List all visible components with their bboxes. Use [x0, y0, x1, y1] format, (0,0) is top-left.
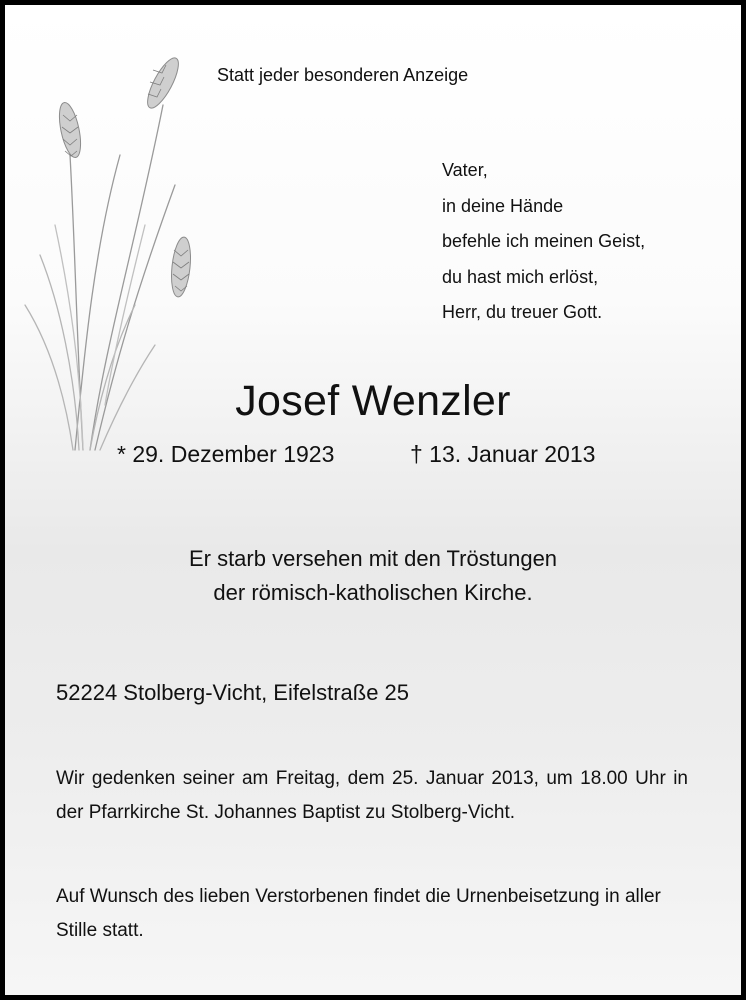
birth-date: * 29. Dezember 1923	[117, 441, 335, 467]
verse-line: Vater,	[442, 160, 488, 180]
death-date: † 13. Januar 2013	[410, 441, 596, 467]
sacrament-line: Er starb versehen mit den Tröstungen	[188, 546, 558, 571]
intro-line: Statt jeder besonderen Anzeige	[217, 65, 469, 85]
verse-line: in deine Hände	[442, 195, 564, 216]
obituary-card	[5, 5, 741, 995]
verse-line: Herr, du treuer Gott.	[442, 302, 603, 322]
bible-verse	[442, 153, 645, 331]
sacrament-line: der römisch-katholischen Kirche.	[213, 580, 533, 605]
burial-paragraph: Auf Wunsch des lieben Verstorbenen findet die Urnenbeisetzung in aller Stille statt.	[56, 886, 661, 941]
verse-line: befehle ich meinen Geist,	[442, 231, 646, 251]
memorial-service-paragraph: Wir gedenken seiner am Freitag, dem 25. Januar 2013, um 18.00 Uhr in der Pfarrkirche St. Johannes Baptist zu Stolberg-Vicht.	[56, 768, 688, 823]
sacrament-statement	[5, 542, 741, 610]
verse-line: du hast mich erlöst,	[442, 266, 599, 287]
deceased-name: Josef Wenzler	[235, 377, 511, 425]
address: 52224 Stolberg-Vicht, Eifelstraße 25	[56, 680, 410, 705]
